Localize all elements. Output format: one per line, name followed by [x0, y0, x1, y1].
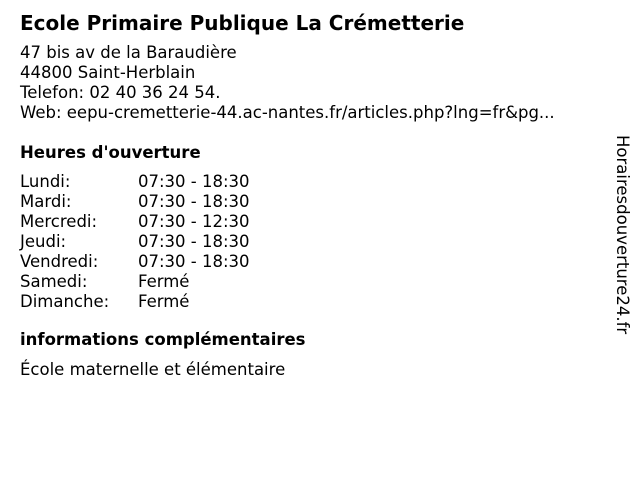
- extra-info-text: École maternelle et élémentaire: [20, 360, 286, 379]
- hours-row-saturday: [20, 272, 600, 292]
- time-value: 07:30 - 12:30: [138, 212, 250, 231]
- hours-row-monday: [20, 172, 600, 192]
- address-city: 44800 Saint-Herblain: [20, 63, 196, 82]
- day-label: Jeudi:: [20, 232, 67, 251]
- time-value: 07:30 - 18:30: [138, 192, 250, 211]
- hours-row-wednesday: [20, 212, 600, 232]
- day-label: Mercredi:: [20, 212, 98, 231]
- hours-row-tuesday: [20, 192, 600, 212]
- day-label: Samedi:: [20, 272, 88, 291]
- hours-row-sunday: [20, 292, 600, 312]
- school-name: Ecole Primaire Publique La Crémetterie: [20, 11, 465, 35]
- day-label: Mardi:: [20, 192, 72, 211]
- day-label: Dimanche:: [20, 292, 110, 311]
- time-value: 07:30 - 18:30: [138, 172, 250, 191]
- site-watermark: Horairesdouverture24.fr: [613, 135, 632, 335]
- hours-row-friday: [20, 252, 600, 272]
- phone-number: Telefon: 02 40 36 24 54.: [20, 83, 221, 102]
- website-link[interactable]: Web: eepu-cremetterie-44.ac-nantes.fr/articles.php?lng=fr&pg...: [20, 103, 555, 122]
- hours-table: [20, 172, 600, 312]
- address-street: 47 bis av de la Baraudière: [20, 43, 237, 62]
- hours-row-thursday: [20, 232, 600, 252]
- day-label: Lundi:: [20, 172, 71, 191]
- extra-info-heading: informations complémentaires: [20, 330, 306, 349]
- school-info: [20, 10, 600, 380]
- time-value: Fermé: [138, 272, 190, 291]
- hours-heading: Heures d'ouverture: [20, 143, 201, 162]
- address-block: [20, 43, 600, 123]
- day-label: Vendredi:: [20, 252, 99, 271]
- time-value: 07:30 - 18:30: [138, 232, 250, 251]
- time-value: 07:30 - 18:30: [138, 252, 250, 271]
- time-value: Fermé: [138, 292, 190, 311]
